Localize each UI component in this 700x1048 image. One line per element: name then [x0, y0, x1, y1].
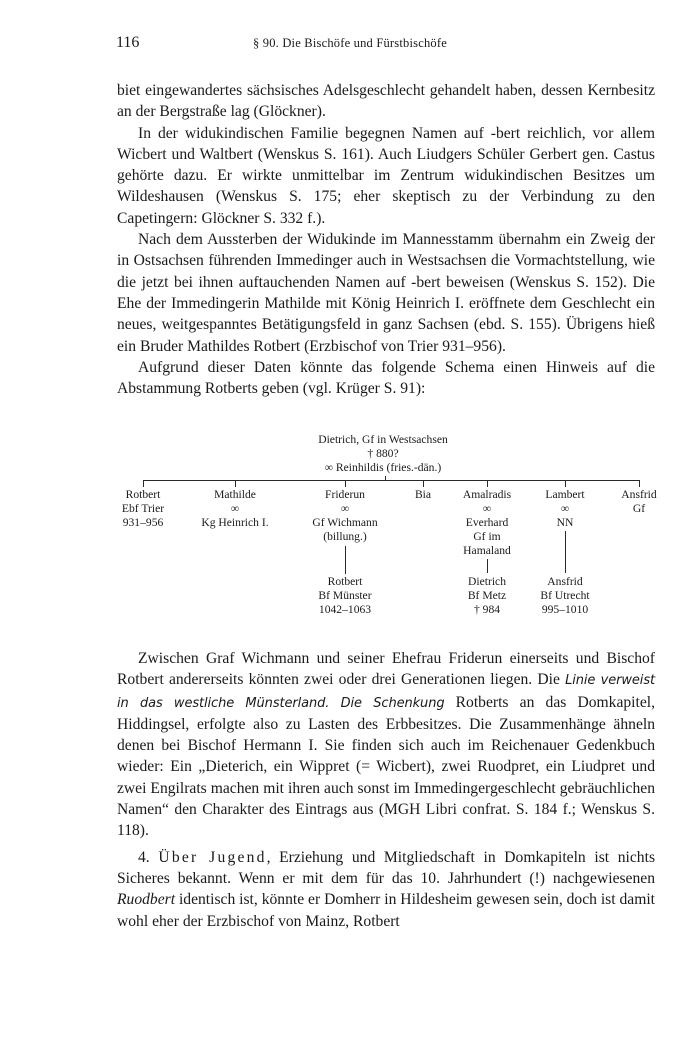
- spouse-everhard-place: Hamaland: [463, 544, 511, 557]
- connector-line: [423, 480, 424, 487]
- connector-line: [345, 480, 346, 487]
- paragraph: [117, 847, 655, 932]
- connector-line: [235, 480, 236, 487]
- italic-name: Ruodbert: [117, 891, 176, 909]
- grandchild-ansfrid: Ansfrid: [547, 575, 583, 588]
- descent-line: [345, 546, 346, 574]
- body-text-bottom: [117, 648, 655, 932]
- section-number: 4.: [138, 848, 159, 866]
- connector-line: [385, 476, 386, 480]
- spouse-wichmann: Gf Wichmann: [312, 516, 378, 529]
- root-name: Dietrich, Gf in Westsachsen: [318, 433, 448, 446]
- descent-line: [487, 559, 488, 573]
- paragraph-part: , Erziehung und Mitgliedschaft in Domkapiteln ist nichts Sicheres bekannt. Wenn er mit dem für das 10. Jahrhundert (!) nachgewiesenen: [117, 848, 656, 887]
- grandchild-dietrich-title: Bf Metz: [467, 589, 507, 602]
- paragraph: Aufgrund dieser Daten könnte das folgende Schema einen Hinweis auf die Abstammung Rotberts geben (vgl. Krüger S. 91):: [117, 358, 655, 398]
- marriage-symbol: ∞: [340, 502, 350, 515]
- paragraph: biet eingewandertes sächsisches Adelsgeschlecht gehandelt haben, dessen Kernbesitz an der Bergstraße lag (Glöckner).: [117, 82, 655, 121]
- marriage-symbol: ∞: [230, 502, 240, 515]
- child-friderun: Friderun: [325, 488, 365, 501]
- root-spouse: ∞ Reinhildis (fries.-dän.): [324, 461, 442, 474]
- page-header: [0, 34, 700, 54]
- paragraph: [117, 648, 655, 842]
- paragraph: In der widukindischen Familie begegnen Namen auf -bert reichlich, vor allem Wicbert und Waltbert (Wenskus S. 161). Auch Liudgers Schüler Gerbert gen. Castus gehörte dazu. Er wirkte unmittelbar im Zentrum widukindischen Besitzes um Wildeshausen (Wenskus S. 175; eher skeptisch zu der Verbindung zu den Capetingern: Glöckner S. 332 f.).: [117, 124, 655, 227]
- grandchild-ansfrid-dates: 995–1010: [541, 603, 589, 616]
- body-text-top: [117, 80, 655, 399]
- grandchild-dietrich: Dietrich: [468, 575, 506, 588]
- child-bia: Bia: [414, 488, 432, 501]
- child-rotbert: Rotbert: [125, 488, 161, 501]
- paragraph-part: Rotberts an das Domkapitel, Hiddingsel, erfolgte also zu Lasten des Erbbesitzes. Die Zusammenhänge ähneln denen bei Bischof Hermann I. Sie finden sich auch im Reichenauer Gedenkbuch wieder: Ein „Dieterich, ein Wippret (= Wicbert), zwei Ruodpret, ein Liudpret und zwei Engilrats machen mit ihren auch sonst im Immedingergeschlecht gebräuchlichen Namen“ den Charakter des Eintrags aus (MGH Libri confrat. S. 184 f.; Wenskus S. 118).: [117, 693, 655, 840]
- grandchild-rotbert-title: Bf Münster: [318, 589, 372, 602]
- child-rotbert-title: Ebf Trier: [121, 502, 165, 515]
- paragraph: Nach dem Aussterben der Widukinde im Mannesstamm übernahm ein Zweig der in Ostsachsen führenden Immedinger auch in Westsachsen die Vormachtstellung, wie die jetzt bei ihnen auftauchenden Namen auf -bert beweisen (Wenskus S. 152). Die Ehe der Immedingerin Mathilde mit König Heinrich I. eröffnete dem Geschlecht ein neues, weitgespanntes Betätigungsfeld in ganz Sachsen (ebd. S. 155). Übrigens hieß ein Bruder Mathildes Rotbert (Erzbischof von Trier 931–956).: [117, 231, 655, 355]
- child-mathilde: Mathilde: [214, 488, 256, 501]
- child-rotbert-dates: 931–956: [122, 516, 164, 529]
- connector-line: [143, 480, 144, 487]
- spouse-everhard: Everhard: [465, 516, 509, 529]
- paragraph-part: Zwischen Graf Wichmann und seiner Ehefrau Friderun einerseits und Bischof Rotbert andererseits könnten zwei oder drei Generationen liegen. Die: [117, 650, 655, 689]
- spaced-heading: Über Jugend: [158, 848, 267, 866]
- spouse-wichmann-note: (billung.): [323, 530, 367, 543]
- sibling-line: [143, 480, 639, 481]
- connector-line: [639, 480, 640, 487]
- child-amalradis: Amalradis: [462, 488, 512, 501]
- grandchild-rotbert: Rotbert: [327, 575, 363, 588]
- spouse-everhard-title: Gf im: [473, 530, 501, 543]
- paragraph-part: identisch ist, könnte er Domherr in Hildesheim gewesen sein, doch ist damit wohl eher der Erzbischof von Mainz, Rotbert: [117, 891, 655, 930]
- child-ansfrid-title: Gf: [632, 502, 646, 515]
- root-death: † 880?: [367, 447, 399, 460]
- marriage-symbol: ∞: [560, 502, 570, 515]
- page-number: 116: [116, 34, 140, 51]
- grandchild-rotbert-dates: 1042–1063: [318, 603, 372, 616]
- grandchild-dietrich-death: † 984: [473, 603, 501, 616]
- connector-line: [487, 480, 488, 487]
- spouse-heinrich: Kg Heinrich I.: [201, 516, 269, 529]
- marriage-symbol: ∞: [482, 502, 492, 515]
- descent-line: [565, 531, 566, 573]
- child-lambert: Lambert: [545, 488, 585, 501]
- paragraph-part-sans: Linie verweist in das westliche Münsterland. Die Schenkung: [117, 673, 655, 711]
- connector-line: [565, 480, 566, 487]
- spouse-nn: NN: [556, 516, 574, 529]
- child-ansfrid: Ansfrid: [621, 488, 657, 501]
- running-head: § 90. Die Bischöfe und Fürstbischöfe: [253, 36, 447, 50]
- grandchild-ansfrid-title: Bf Utrecht: [540, 589, 590, 602]
